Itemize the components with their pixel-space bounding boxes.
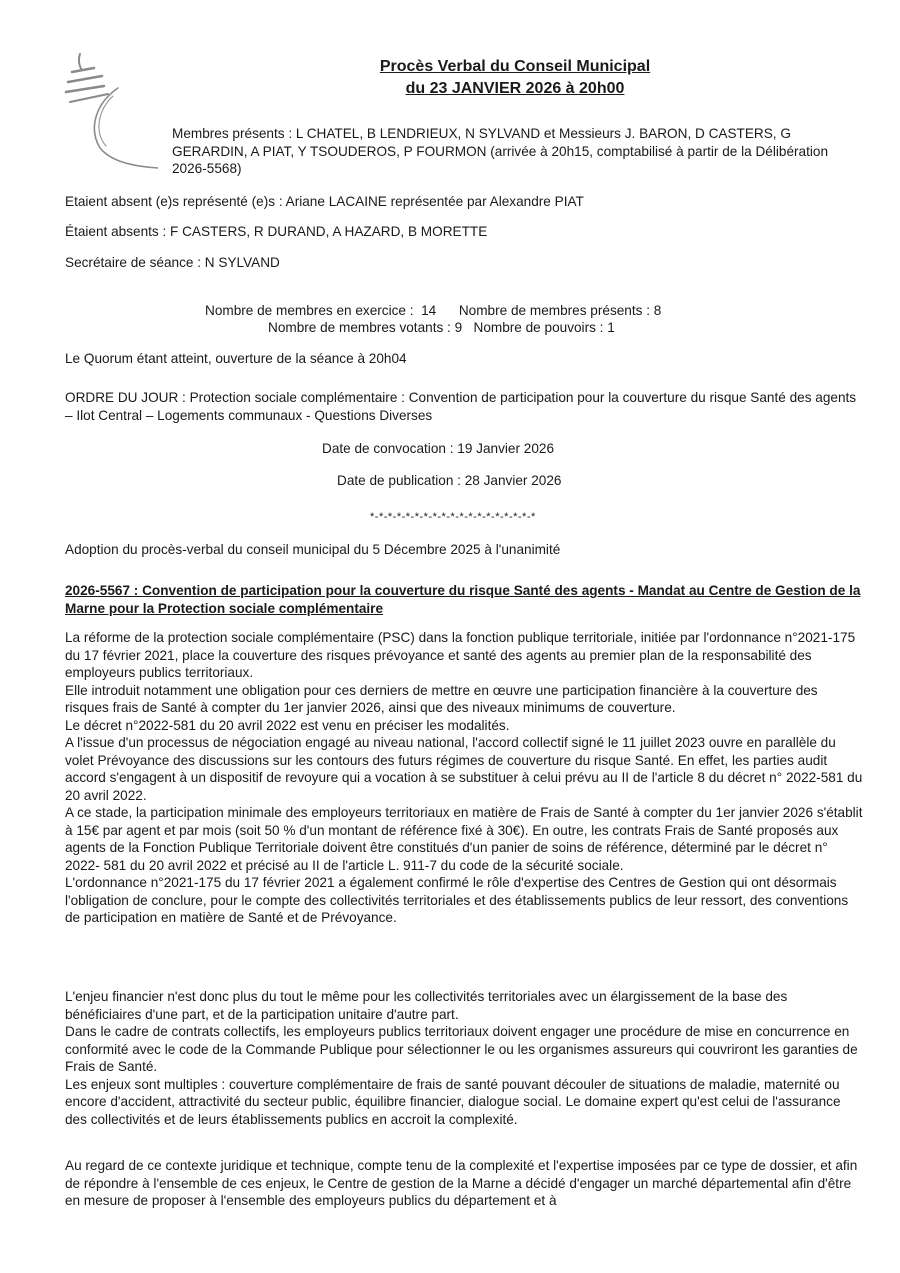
separator: *-*-*-*-*-*-*-*-*-*-*-*-*-*-*-*-*-*-* <box>370 511 536 523</box>
page-title <box>260 56 770 100</box>
paragraph: Les enjeux sont multiples : couverture complémentaire de frais de santé pouvant découler de situations de maladie, maternité ou encore d'accident, attractivité du secteur public, équilibre financier, dialogue social. Le domaine expert qu'est celui de l'assurance des collectivités et de leurs établissements publics en accroit la complexité. <box>65 1076 841 1127</box>
publication-date: Date de publication : 28 Janvier 2026 <box>337 473 562 488</box>
municipal-logo <box>58 48 158 178</box>
title-line-2: du 23 JANVIER 2026 à 20h00 <box>405 80 625 97</box>
paragraph: Dans le cadre de contrats collectifs, les employeurs publics territoriaux doivent engager une procédure de mise en concurrence en conformité avec le code de la Commande Publique pour sélectionner le ou les organismes assureurs qui couvriront les garanties de Frais de Santé. <box>65 1024 858 1074</box>
paragraph: Au regard de ce contexte juridique et technique, compte tenu de la complexité et l'expertise imposées par ce type de dossier, et afin de répondre à l'ensemble de ces enjeux, le Centre de gestion de la Marne a décidé d'engager un marché départemental afin d'être en mesure de proposer à l'ensemble des employeurs publics du département et à <box>65 1158 858 1208</box>
absent-represented: Etaient absent (e)s représenté (e)s : Ariane LACAINE représentée par Alexandre PIAT <box>65 194 584 209</box>
members-count-line-1: Nombre de membres en exercice : 14 Nombre de membres présents : 8 <box>205 303 662 318</box>
session-secretary: Secrétaire de séance : N SYLVAND <box>65 255 280 270</box>
members-count-line-2: Nombre de membres votants : 9 Nombre de pouvoirs : 1 <box>268 320 615 335</box>
paragraph: A ce stade, la participation minimale des employeurs territoriaux en matière de Frais de Santé à compter du 1er janvier 2026 s'établit à 15€ par agent et par mois (soit 50 % d'un montant de référence fixé à 30€). En outre, les contrats Frais de Santé proposés aux agents de la Fonction Publique Territoriale doivent être constitués d'un panier de soins de référence, déterminé par le décret n° 2022- 581 du 20 avril 2022 et précisé au II de l'article L. 911-7 du code de la sécurité sociale. <box>65 805 863 873</box>
members-present: Membres présents : L CHATEL, B LENDRIEUX, N SYLVAND et Messieurs J. BARON, D CASTERS, G GERARDIN, A PIAT, Y TSOUDEROS, P FOURMON (arrivée à 20h15, comptabilisé à partir de la Délibération 2026-5568) <box>172 126 829 176</box>
paragraph: La réforme de la protection sociale complémentaire (PSC) dans la fonction publique territoriale, initiée par l'ordonnance n°2021-175 du 17 février 2021, place la couverture des risques prévoyance et santé des agents au premier plan de la responsabilité des employeurs publics territoriaux. <box>65 630 856 680</box>
absent-members: Étaient absents : F CASTERS, R DURAND, A HAZARD, B MORETTE <box>65 224 488 239</box>
agenda: ORDRE DU JOUR : Protection sociale complémentaire : Convention de participation pour la couverture du risque Santé des agents – Ilot Central – Logements communaux - Questions Diverses <box>65 390 857 423</box>
section-block-3 <box>65 1157 865 1210</box>
paragraph: Le décret n°2022-581 du 20 avril 2022 est venu en préciser les modalités. <box>65 717 510 733</box>
paragraph: L'ordonnance n°2021-175 du 17 février 2021 a également confirmé le rôle d'expertise des Centres de Gestion qui ont désormais l'obligation de conclure, pour le compte des collectivités territoriales et des établissements publics de leur ressort, des conventions de participation en matière de Santé et de Prévoyance. <box>65 875 849 925</box>
title-line-1: Procès Verbal du Conseil Municipal <box>379 58 651 75</box>
section-block-1 <box>65 629 865 927</box>
convocation-date: Date de convocation : 19 Janvier 2026 <box>322 441 555 456</box>
section-title: 2026-5567 : Convention de participation pour la couverture du risque Santé des agents - Mandat au Centre de Gestion de la Marne pour la Protection sociale complémentaire <box>65 583 861 616</box>
paragraph: L'enjeu financier n'est donc plus du tout le même pour les collectivités territoriales avec un élargissement de la base des bénéficiaires d'une part, et de la participation unitaire d'autre part. <box>65 989 788 1022</box>
quorum-statement: Le Quorum étant atteint, ouverture de la séance à 20h04 <box>65 351 407 366</box>
adoption-statement: Adoption du procès-verbal du conseil municipal du 5 Décembre 2025 à l'unanimité <box>65 542 561 557</box>
paragraph: Elle introduit notamment une obligation pour ces derniers de mettre en œuvre une participation financière à la couverture des risques frais de Santé à compter du 1er janvier 2026, ainsi que des niveaux minimums de couverture. <box>65 682 818 715</box>
paragraph: A l'issue d'un processus de négociation engagé au niveau national, l'accord collectif signé le 11 juillet 2023 ouvre en parallèle du volet Prévoyance des discussions sur les contours des futurs régimes de couverture du risque Santé. En effet, les parties audit accord s'engagent à un dispositif de revoyure qui a vocation à se substituer à celui prévu au II de l'article 8 du décret n° 2022-581 du 20 avril 2022. <box>65 735 863 803</box>
section-block-2 <box>65 988 865 1128</box>
